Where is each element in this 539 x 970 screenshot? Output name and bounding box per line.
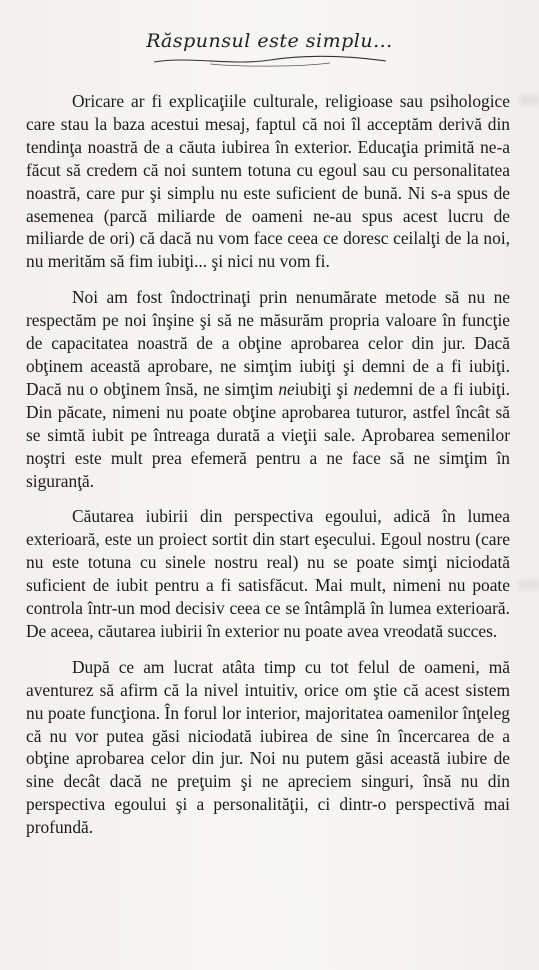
header-flourish	[150, 52, 390, 68]
paragraph-2-part3: demni de a fi iubiţi. Din păcate, nimeni nu poate obţine aprobarea tuturor, astfel încât să se simtă iubit pe întreaga durată a vieţii sale. Aprobarea semenilor noştri este mult prea efemeră pentru a ne face să ne simţim în siguranţă.	[26, 378, 510, 491]
paragraph-1: Oricare ar fi explicaţiile culturale, religioase sau psihologice care stau la baza acestui mesaj, faptul că noi îl acceptăm derivă din tendinţa noastră de a căuta iubirea în exterior. Educaţia primită ne-a făcut să credem că noi suntem totuna cu egoul sau cu personalitatea noastră, care pur şi simplu nu este suficient de bună. Ni s-a spus de asemenea (parcă miliarde de oameni ne-au spus acest lucru de miliarde de ori) că dacă nu vom face ceea ce doresc ceilalţi de la noi, nu merităm să fim iubiţi... şi nici nu vom fi.	[26, 91, 510, 272]
running-head: Răspunsul este simplu...	[146, 30, 393, 52]
paragraph-2	[26, 286, 510, 492]
paragraph-4: După ce am lucrat atâta timp cu tot felul de oameni, mă aventurez să afirm că la nivel intuitiv, orice om ştie că acest sistem nu poate funcţiona. În forul lor interior, majoritatea oamenilor înţeleg că nu vor putea găsi niciodată iubirea de sine în încercarea de a obţine aprobarea celor din jur. Noi nu putem găsi această iubire de sine decât dacă ne preţuim şi ne apreciem singuri, însă nu din perspectiva egoului şi a personalităţii, ci dintr-o perspectivă mai profundă.	[26, 656, 510, 838]
paragraph-2-emphasis-ne-2: ne	[353, 378, 370, 399]
paragraph-2-emphasis-ne-1: ne	[278, 378, 295, 399]
paragraph-3: Căutarea iubirii din perspectiva egoului, adică în lumea exterioară, este un proiect sortit din start eşecului. Egoul nostru (care nu este totuna cu sinele nostru real) nu se poate simţi niciodată suficient de iubit pentru a fi satisfăcut. Mai mult, nimeni nu poate controla într-un mod decisiv ceea ce se întâmplă în lumea exterioară. De aceea, căutarea iubirii în exterior nu poate avea vreodată succes.	[26, 506, 510, 641]
paragraph-2-part2: iubiţi şi	[294, 378, 354, 399]
page-edge-shadow	[519, 95, 539, 105]
paragraph-2-part1: Noi am fost îndoctrinaţi prin nenumărate metode să nu ne respectăm pe noi înşine şi să ne măsurăm propria valoare în funcţie de capacitatea noastră de a obţine aprobarea celor din jur. Dacă obţinem această aprobare, ne simţim iubiţi şi demni de a fi iubiţi. Dacă nu o obţinem însă, ne simţim	[26, 287, 510, 399]
body-text	[26, 90, 510, 839]
page-edge-shadow	[519, 580, 539, 590]
